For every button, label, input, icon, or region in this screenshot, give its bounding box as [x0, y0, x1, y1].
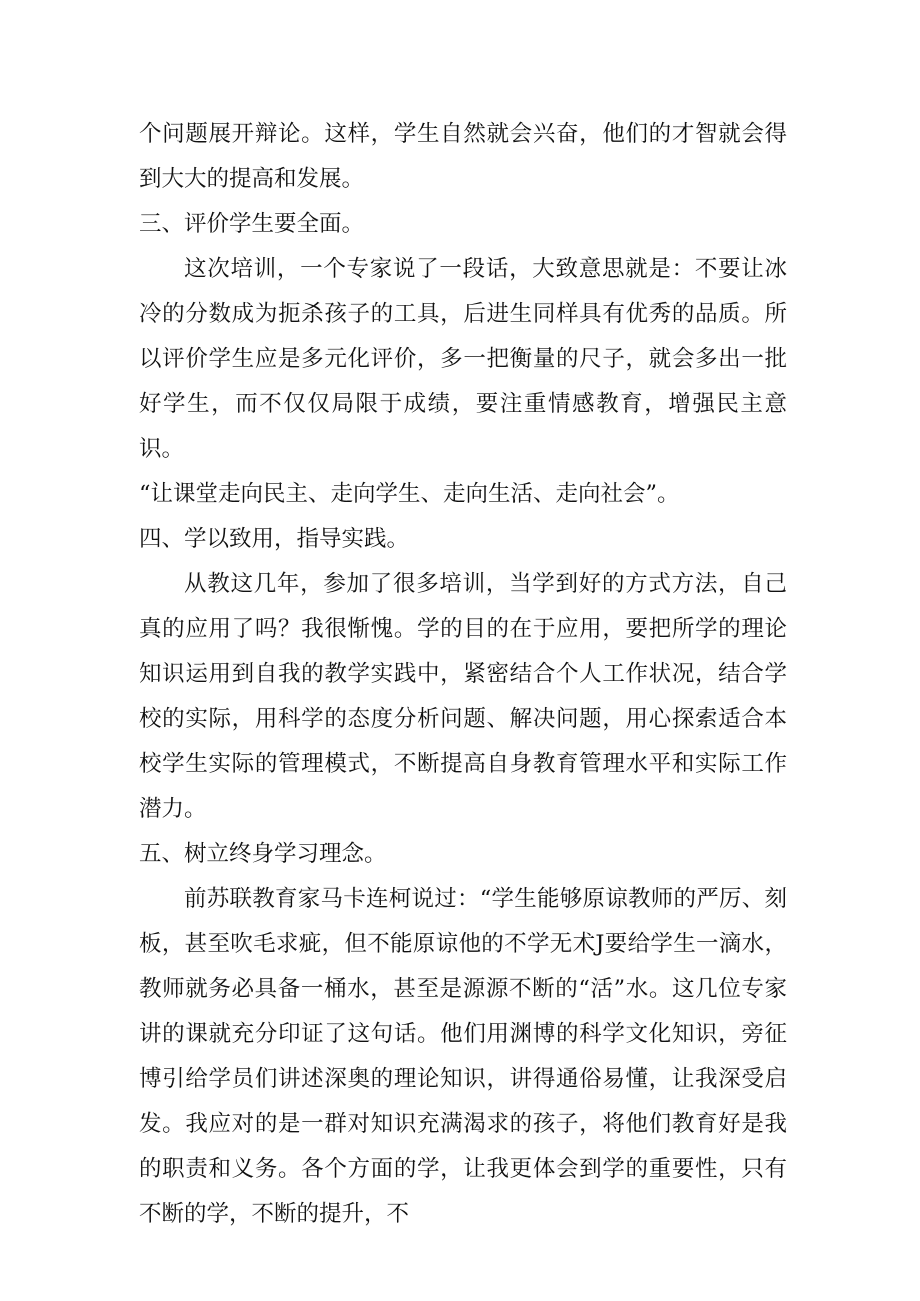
- section-heading-5: 五、树立终身学习理念。: [139, 841, 387, 867]
- paragraph: 前苏联教育家马卡连柯说过：“学生能够原谅教师的严厉、刻板，甚至吹毛求疵，但不能原谅他的不学无术J要给学生一滴水，教师就务必具备一桶水，甚至是源源不断的“活”水。这几位专家讲的课就充分印证了这句话。他们用渊博的科学文化知识，旁征博引给学员们讲述深奥的理论知识，讲得通俗易懂，让我深受启发。我应对的是一群对知识充满渴求的孩子，将他们教育好是我的职责和义务。各个方面的学，让我更体会到学的重要性，只有不断的学，不断的提升，不: [139, 886, 787, 1227]
- paragraph: 从教这几年，参加了很多培训，当学到好的方式方法，自己真的应用了吗？我很惭愧。学的目的在于应用，要把所学的理论知识运用到自我的教学实践中，紧密结合个人工作状况，结合学校的实际，用科学的态度分析问题、解决问题，用心探索适合本校学生实际的管理模式，不断提高自身教育管理水平和实际工作潜力。: [139, 571, 787, 822]
- paragraph: 这次培训，一个专家说了一段话，大致意思就是：不要让冰冷的分数成为扼杀孩子的工具，后进生同样具有优秀的品质。所以评价学生应是多元化评价，多一把衡量的尺子，就会多出一批好学生，而不仅仅局限于成绩，要注重情感教育，增强民主意识。: [139, 256, 787, 462]
- section-heading-4: 四、学以致用，指导实践。: [139, 526, 410, 552]
- document-body: [139, 112, 787, 1237]
- quote-line: “让课堂走向民主、走向学生、走向生活、走向社会”。: [139, 481, 680, 507]
- section-heading-3: 三、评价学生要全面。: [139, 211, 365, 237]
- paragraph-continued: 个问题展开辩论。这样，学生自然就会兴奋，他们的才智就会得到大大的提高和发展。: [139, 121, 787, 192]
